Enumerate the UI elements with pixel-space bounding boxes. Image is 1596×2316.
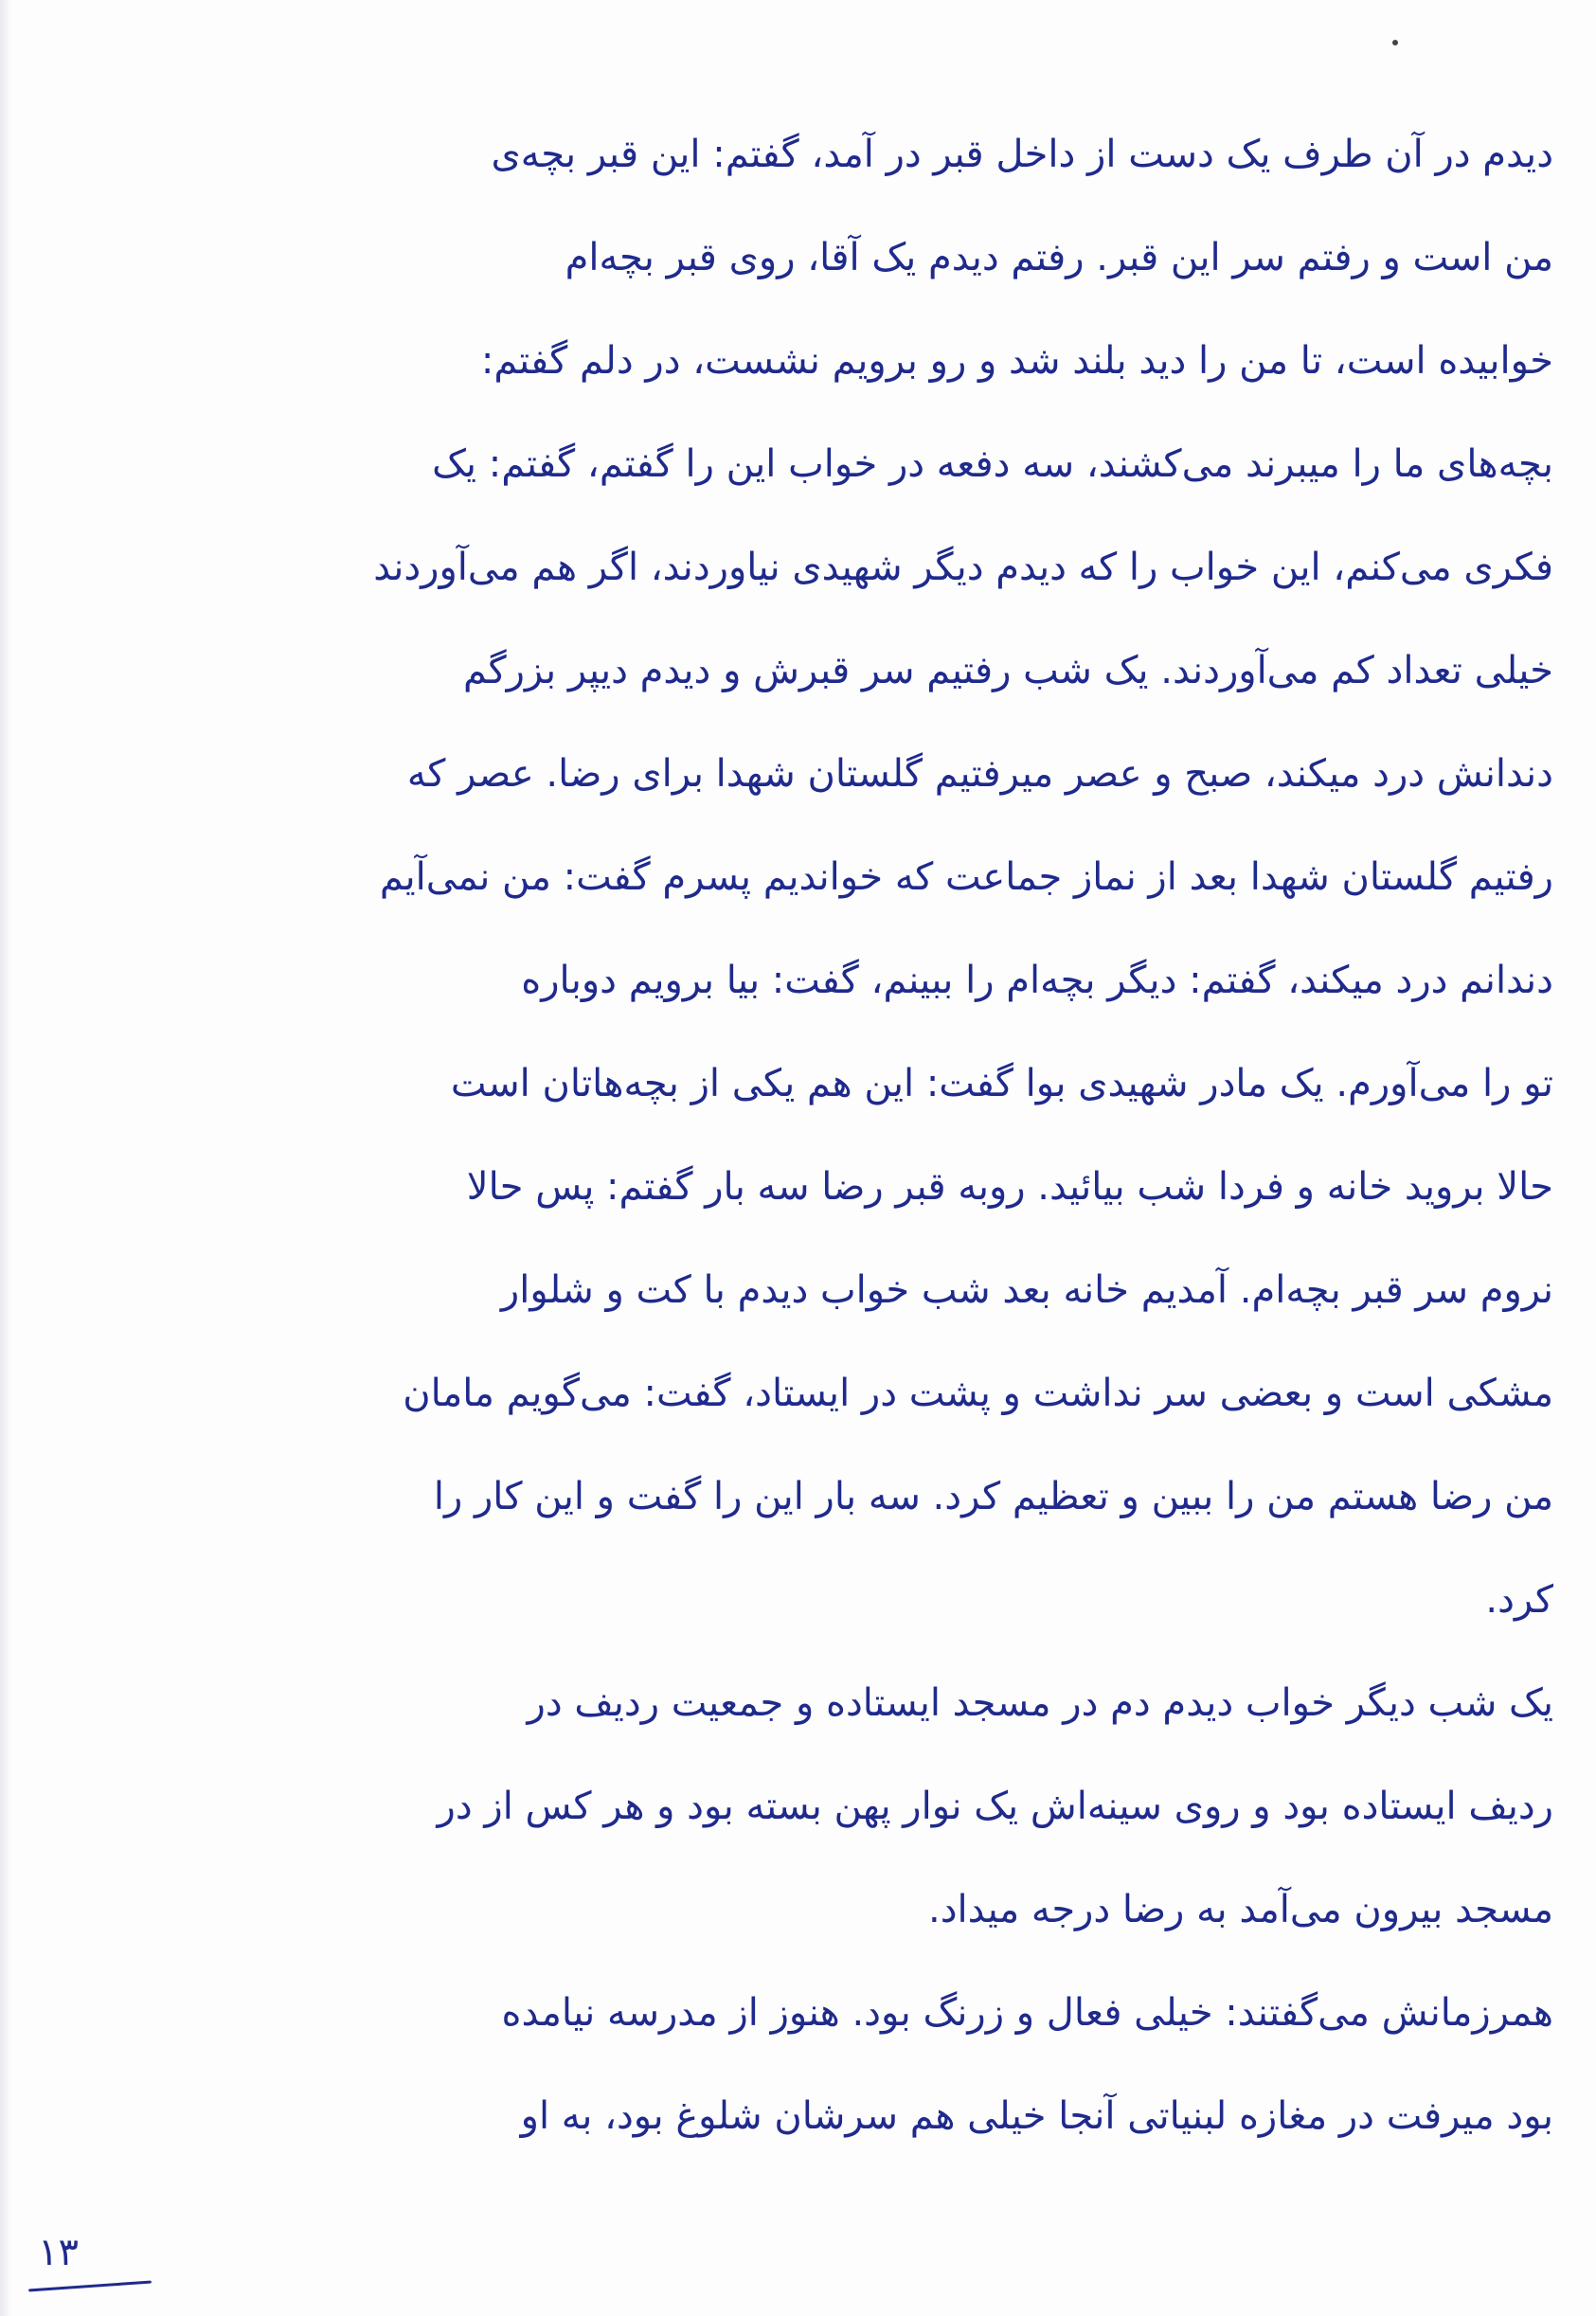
text-line: رفتیم گلستان شهدا بعد از نماز جماعت که خواندیم پسرم گفت: من نمی‌آیم (379, 855, 1553, 899)
text-line: مسجد بیرون می‌آمد به رضا درجه میداد. (928, 1888, 1553, 1931)
text-line: من رضا هستم من را ببین و تعظیم کرد. سه بار این را گفت و این کار را (433, 1475, 1553, 1518)
text-line: همرزمانش می‌گفتند: خیلی فعال و زرنگ بود. هنوز از مدرسه نیامده (501, 1991, 1553, 2035)
page-number: ۱۳ (38, 2231, 79, 2274)
text-line: خوابیده است، تا من را دید بلند شد و رو برویم نشست، در دلم گفتم: (480, 339, 1553, 383)
text-line: بود میرفت در مغازه لبنیاتی آنجا خیلی هم سرشان شلوغ بود، به او (520, 2094, 1553, 2138)
handwritten-text (28, 131, 1553, 2196)
text-line: خیلی تعداد کم می‌آوردند. یک شب رفتیم سر قبرش و دیدم دیپر بزرگم (462, 649, 1553, 692)
text-line: یک شب دیگر خواب دیدم دم در مسجد ایستاده و جمعیت ردیف در (527, 1681, 1553, 1725)
text-line: من است و رفتم سر این قبر. رفتم دیدم یک آقا، روی قبر بچه‌ام (565, 236, 1553, 279)
text-line: حالا بروید خانه و فردا شب بیائید. روبه قبر رضا سه بار گفتم: پس حالا (466, 1165, 1553, 1209)
scan-edge-shadow (0, 0, 11, 2316)
text-line: تو را می‌آورم. یک مادر شهیدی بوا گفت: این هم یکی از بچه‌هاتان است (450, 1062, 1553, 1105)
text-line: ردیف ایستاده بود و روی سینه‌اش یک نوار پهن بسته بود و هر کس از در (437, 1785, 1553, 1828)
ink-speck (1392, 40, 1398, 45)
text-line: فکری می‌کنم، این خواب را که دیدم دیگر شهیدی نیاوردند، اگر هم می‌آوردند (373, 546, 1553, 589)
text-line: دیدم در آن طرف یک دست از داخل قبر در آمد، گفتم: این قبر بچه‌ی (491, 133, 1553, 176)
text-line: دندانم درد میکند، گفتم: دیگر بچه‌ام را ببینم، گفت: بیا برویم دوباره (521, 959, 1553, 1002)
text-line: کرد. (1485, 1578, 1553, 1622)
text-line: مشکی است و بعضی سر نداشت و پشت در ایستاد، گفت: می‌گویم مامان (403, 1372, 1553, 1415)
text-line: بچه‌های ما را میبرند می‌کشند، سه دفعه در خواب این را گفتم، گفتم: یک (432, 442, 1553, 486)
text-line: نروم سر قبر بچه‌ام. آمدیم خانه بعد شب خواب دیدم با کت و شلوار (500, 1268, 1553, 1312)
text-line: دندانش درد میکند، صبح و عصر میرفتیم گلستان شهدا برای رضا. عصر که (406, 752, 1553, 796)
